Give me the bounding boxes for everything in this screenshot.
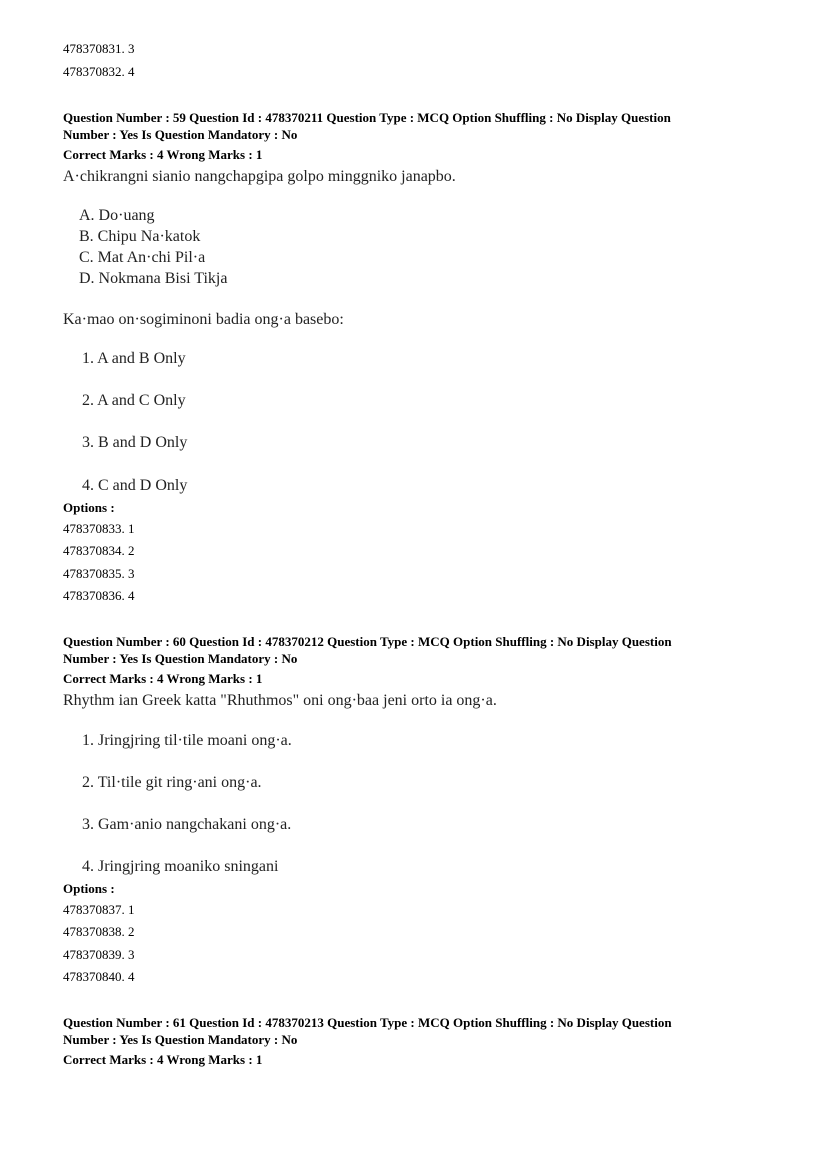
option-id: 478370835. 3 [63, 566, 135, 581]
q59-marks: Correct Marks : 4 Wrong Marks : 1 [63, 147, 263, 162]
q60-choice: 3. Gam·anio nangchakani ong·a. [82, 816, 292, 833]
q59-options-label: Options : [63, 500, 115, 515]
q60-question: Rhythm ian Greek katta "Rhuthmos" oni ong·baa jeni orto ia ong·a. [63, 692, 497, 709]
q59-item: A. Do·uang [79, 207, 155, 224]
q59-item: C. Mat An·chi Pil·a [79, 249, 206, 266]
option-id: 478370839. 3 [63, 947, 135, 962]
option-id: 478370840. 4 [63, 969, 135, 984]
option-id: 478370836. 4 [63, 588, 135, 603]
q60-choice: 2. Til·tile git ring·ani ong·a. [82, 774, 262, 791]
q59-choice: 4. C and D Only [82, 477, 188, 494]
q59-choice: 3. B and D Only [82, 434, 188, 451]
option-id: 478370831. 3 [63, 41, 135, 56]
option-id: 478370838. 2 [63, 924, 135, 939]
q61-marks: Correct Marks : 4 Wrong Marks : 1 [63, 1052, 263, 1067]
q61-meta-line1: Question Number : 61 Question Id : 478370213 Question Type : MCQ Option Shuffling : No Display Question [63, 1015, 672, 1030]
option-id: 478370834. 2 [63, 543, 135, 558]
q61-meta-line2: Number : Yes Is Question Mandatory : No [63, 1032, 298, 1047]
q59-meta-line1: Question Number : 59 Question Id : 478370211 Question Type : MCQ Option Shuffling : No Display Question [63, 110, 671, 125]
q60-choice: 1. Jringjring til·tile moani ong·a. [82, 732, 292, 749]
q59-item: D. Nokmana Bisi Tikja [79, 270, 228, 287]
q60-options-label: Options : [63, 881, 115, 896]
q59-meta-line2: Number : Yes Is Question Mandatory : No [63, 127, 298, 142]
q59-instruction: Ka·mao on·sogiminoni badia ong·a basebo: [63, 311, 344, 328]
option-id: 478370832. 4 [63, 64, 135, 79]
q59-choice: 2. A and C Only [82, 392, 186, 409]
q59-item: B. Chipu Na·katok [79, 228, 201, 245]
option-id: 478370837. 1 [63, 902, 135, 917]
q60-meta-line2: Number : Yes Is Question Mandatory : No [63, 651, 298, 666]
q59-choice: 1. A and B Only [82, 350, 186, 367]
q59-question: A·chikrangni sianio nangchapgipa golpo minggniko janapbo. [63, 168, 456, 185]
q60-marks: Correct Marks : 4 Wrong Marks : 1 [63, 671, 263, 686]
option-id: 478370833. 1 [63, 521, 135, 536]
q60-meta-line1: Question Number : 60 Question Id : 478370212 Question Type : MCQ Option Shuffling : No Display Question [63, 634, 672, 649]
q60-choice: 4. Jringjring moaniko sningani [82, 858, 279, 875]
